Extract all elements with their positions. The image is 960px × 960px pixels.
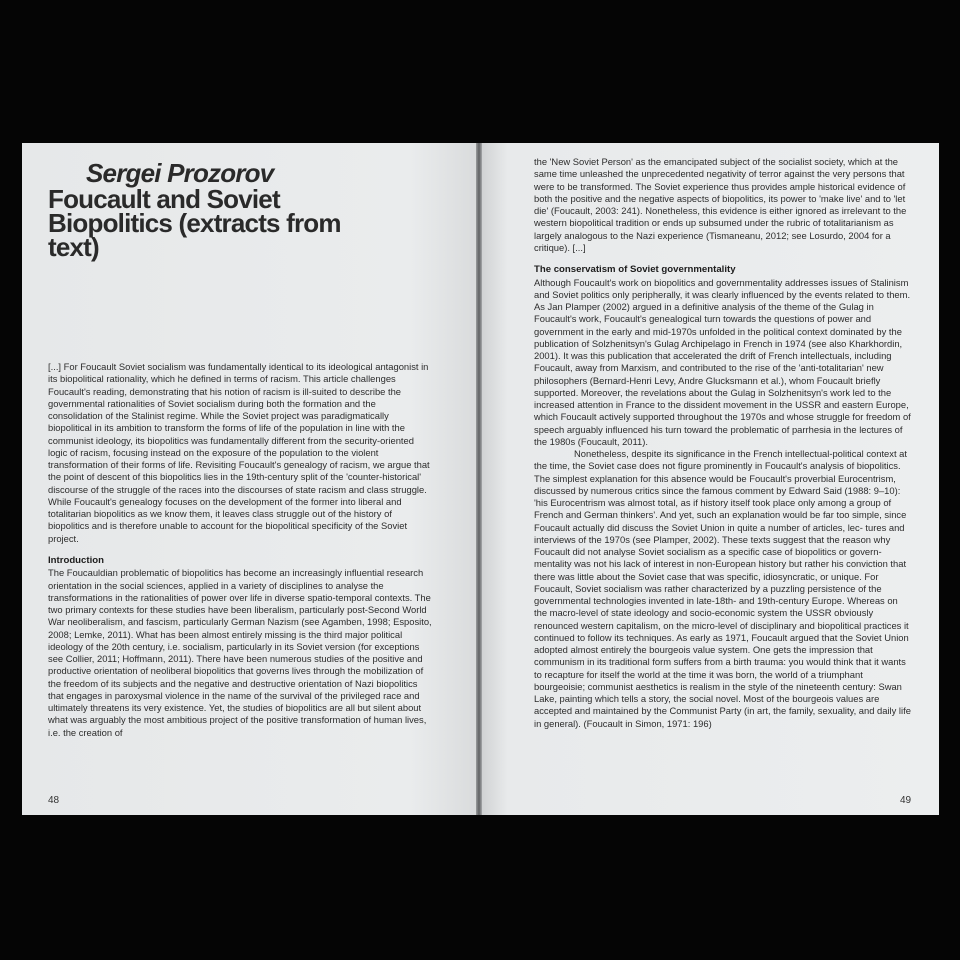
right-body [534,156,912,730]
page-number-left: 48 [48,795,60,806]
article-title: Foucault and Soviet Biopolitics (extracts from text) [48,184,341,262]
author-name: Sergei Prozorov [86,158,274,188]
abstract-paragraph: [...] For Foucault Soviet socialism was fundamentally identical to its ideological antagonist in its biopolitical rationality, which he defined in terms of racism. This article challenges Foucault's reading, demonstrating that his notion of racism is ill-suited to describe the governmental rationalities of Soviet socialism during both the formation and the consolidation of the Stalinist regime. While the Soviet project was paradigmatically biopolitical in its ambition to transform the forms of life of the population in line with the communist ideology, its biopolitics was fundamentally different from the security-oriented logic of racism, focusing instead on the exposure of the population to the violent transformation of their forms of life. Revisiting Foucault's genealogy of racism, we argue that the point of descent of this biopolitics lies in the 19th-century split of the 'counter-historical' discourse of the struggle of the races into the discourses of state racism and class struggle. While Foucault's genealogy focuses on the development of the former into liberal and totalitarian biopolitics as we know them, it leaves class struggle out of the history of biopolitics and is therefore unable to account for the biopolitical specificity of the Soviet project. [48,361,430,544]
intro-paragraph: The Foucauldian problematic of biopolitics has become an increasingly influential research orientation in the social sciences, applied in a variety of disciplines to analyse the transformations in the rationalities of power over life in diverse spatio-temporal contexts. The two primary contexts for these studies have been liberalism, particularly post-Second World War neoliberalism, and fascism, particularly German Nazism (see Agamben, 1998; Esposito, 2008; Lemke, 2011). What has been almost entirely missing is the third major political ideology of the 20th century, i.e. socialism, particularly in its Soviet version (for exceptions see Collier, 2011; Hoffmann, 2011). There have been numerous studies of the positive and productive orientation of neoliberal biopolitics that governs lives through the mobilization of the freedom of its subjects and the negative and destructive orientation of Nazi biopolitics that engages in paroxysmal violence in the name of the survival of the privileged race and ultimately threatens its very existence. Yet, the studies of biopolitics are all but silent about what was arguably the most ambitious project of the positive transformation of human lives, i.e. the creation of [48,567,432,738]
section-paragraph-1: Although Foucault's work on biopolitics and governmentality addresses issues of Stalinism and Soviet politics only peripherally, it was clearly influenced by the events related to them. As Jan Plamper (2002) argued in a definitive analysis of the theme of the Gulag in Foucault's work, Foucault's genealogical turn towards the questions of power and government in the early and mid-1970s unfolded in the political context dominated by the publication of Solzhenitsyn's Gulag Archipelago in French in 1974 (see also Kharkhordin, 2001). It was this publication that accelerated the drift of French intellectuals, including Foucault, away from Marxism, and contributed to the rise of the 'anti-totalitarian' new philosophers (Bernard-Henri Levy, Andre Glucksmann et al.), whom Foucault briefly supported. Moreover, the revelations about the Gulag in Solzhenitsyn's work led to the increased attention in France to the dissident movement in the USSR and eastern Europe, which Foucault actively supported throughout the 1970s and whose struggle for freedom of speech arguably influenced his turn toward the problematic of parrhesia in the lectures of the 1980s (Foucault, 2011). [534,276,911,447]
article-title-block [48,158,388,262]
section-paragraph-2: Nonetheless, despite its significance in the French intellectual-political context at the time, the Soviet case does not figure prominently in Foucault's analysis of biopolitics. The simplest explanation for this absence would be Foucault's proverbial Eurocentrism, discussed by numerous critics since the famous comment by Edward Said (1988: 9–10): 'his Eurocentrism was almost total, as if history itself took place only among a group of French and German thinkers'. And yet, such an explanation would be far too simple, since Foucault actually did discuss the Soviet Union in quite a number of articles, lec- tures and interviews of the 1970s (see Plamper, 2002). These texts suggest that the reason why Foucault did not analyse Soviet socialism as a specific case of biopolitics or govern- mentality was not his lack of interest in non-European history but rather his conviction that there was little about the Soviet case that was specific, idiosyncratic, or unique. For Foucault, Soviet socialism was rather characterized by a puzzling persistence of the governmental technologies invented in late-18th- and 19th-century Europe. Whereas on the macro-level of state ideology and socio-economic system the USSR obviously renounced western capitalism, on the micro-level of disciplinary and biopolitical practices it continued to follow its techniques. As early as 1971, Foucault argued that the Soviet Union adopted almost entirely the bourgeois value system. One gets the impression that communism in its traditional form suffers from a birth trauma: you would think that it wants to recapture for itself the world at the time it was born, the world of a triumphant bourgeoisie; communist aesthetics is realism in the style of the nineteenth century: Swan Lake, painting which tells a story, the social novel. Most of the bourgeois values are accepted and maintained by the Communist Party (in art, the family, sexuality, and daily life in general). (Foucault in Simon, 1971: 196) [534,448,911,729]
left-body [48,361,432,739]
section-heading: The conservatism of Soviet governmentality [534,264,736,275]
book-gutter [476,143,482,815]
continuation-paragraph: the 'New Soviet Person' as the emancipated subject of the socialist society, which at the same time unleashed the unprecedented negativity of terror against the very persons that were to be transformed. The Soviet experience thus provides ample historical evidence of both the positive and the negative aspects of biopolitics, its power to 'make live' and to 'let die' (Foucault, 2003: 241). Nonetheless, this evidence is either ignored as irrelevant to the western biopolitical tradition or ends up subsumed under the rubric of totalitarianism as largely analogous to the Nazi experience (Tismaneanu, 2012; see Losurdo, 2004 for a critique). [...] [534,156,907,253]
intro-heading: Introduction [48,554,104,566]
page-number-right: 49 [900,795,912,806]
